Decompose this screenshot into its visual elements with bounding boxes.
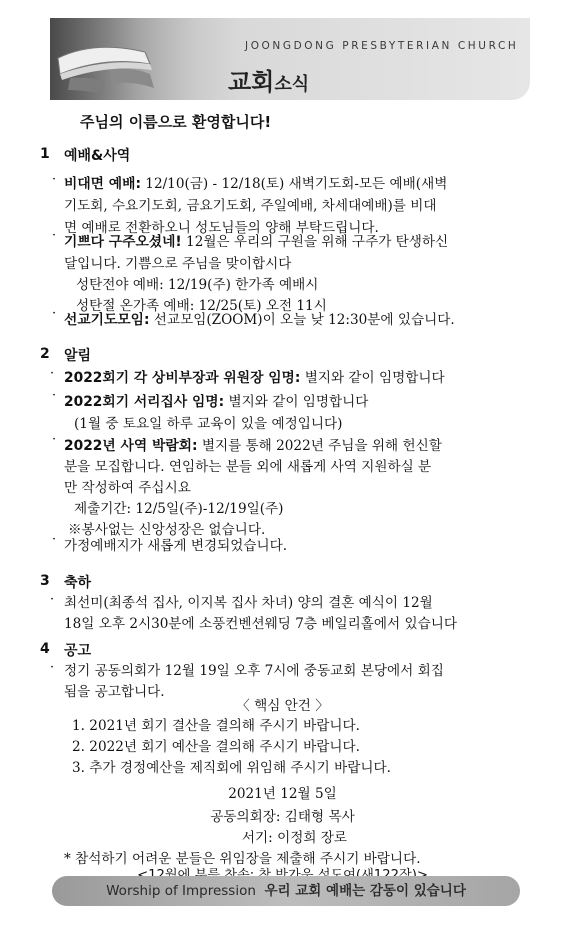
section-number: 3 [40,573,50,589]
list-item: 비대면 예배: 12/10(금) - 12/18(토) 새벽기도회-모든 예배(새벽 [64,176,448,192]
bullet: · [52,388,57,403]
list-item-line: (1월 중 토요일 하루 교육이 있을 예정입니다) [74,416,343,432]
section-title: 예배&사역 [64,148,131,164]
chair-signature: 공동의회장: 김태형 목사 [210,809,355,825]
bullet: · [52,432,57,447]
bullet: · [52,306,57,321]
section-title: 알림 [64,348,92,364]
list-item: 가정예배지가 새롭게 변경되었습니다. [64,538,288,554]
church-name: JOONGDONG PRESBYTERIAN CHURCH [245,40,519,52]
list-item: 정기 공동의회가 12월 19일 오후 7시에 중동교회 본당에서 회집 [64,663,444,679]
clerk-signature: 서기: 이정희 장로 [241,830,348,846]
bullet: · [50,366,55,381]
bullet: · [50,592,55,607]
list-item-line: 면 예배로 전환하오니 성도님들의 양해 부탁드립니다. [64,220,379,236]
list-item: 최선미(최종석 집사, 이지복 집사 차녀) 양의 결혼 예식이 12월 [64,595,433,611]
bullet: · [52,532,57,547]
title-main: 교회 [228,68,275,96]
list-item-line: 분을 모집합니다. 연임하는 분들 외에 새롭게 사역 지원하실 분 [64,459,432,475]
agenda-item: 2. 2022년 회기 예산을 결의해 주시기 바랍니다. [72,739,360,755]
section-number: 1 [40,146,50,162]
list-item-line: 기도회, 수요기도회, 금요기도회, 주일예배, 차세대예배)를 비대 [64,198,437,214]
footer-right: 우리 교회 예배는 감동이 있습니다 [264,883,466,899]
agenda-title: 〈 핵심 안건 〉 [236,698,329,714]
notice-date: 2021년 12월 5일 [228,786,337,802]
footer-banner [52,876,520,906]
bible-hands-image [50,18,200,100]
welcome-heading: 주님의 이름으로 환영합니다! [80,113,272,131]
list-item: 선교기도모임: 선교모임(ZOOM)이 오늘 낮 12:30분에 있습니다. [64,312,455,328]
list-item-line: 달입니다. 기쁨으로 주님을 맞이합시다 [64,256,292,272]
list-item: 2022년 사역 박람회: 별지를 통해 2022년 주님을 위해 헌신할 [64,438,442,454]
section-number: 4 [40,641,50,657]
list-item-line: 됨을 공고합니다. [64,684,165,700]
list-item-line: 성탄절 온가족 예배: 12/25(토) 오전 11시 [76,298,327,314]
bullet: · [50,660,55,675]
list-item-line: 18일 오후 2시30분에 소풍컨벤션웨딩 7층 베일리홀에서 있습니다 [64,616,457,632]
section-title: 공고 [64,643,92,659]
page-title [228,62,309,97]
list-item: 2022회기 서리집사 임명: 별지와 같이 임명합니다 [64,394,369,410]
title-sub: 소식 [274,74,310,95]
list-item-line: 성탄전야 예배: 12/19(주) 한가족 예배시 [76,277,319,293]
agenda-item: 3. 추가 경정예산을 제직회에 위임해 주시기 바랍니다. [72,760,391,776]
agenda-item: 1. 2021년 회기 결산을 결의해 주시기 바랍니다. [72,718,360,734]
list-item: 기쁘다 구주오셨네! 12월은 우리의 구원을 위해 구주가 탄생하신 [64,234,449,250]
list-item: 2022회기 각 상비부장과 위원장 임명: 별지와 같이 임명합니다 [64,370,445,386]
footer-left: Worship of Impression [106,883,256,899]
attendance-note: * 참석하기 어려운 분들은 위임장을 제출해 주시기 바랍니다. [64,851,421,867]
section-number: 2 [40,346,50,362]
header-banner [50,18,530,100]
list-item-line: 만 작성하여 주십시요 [64,480,191,496]
list-item-line: ※봉사없는 신앙성장은 없습니다. [68,522,266,538]
bullet: · [52,228,57,243]
section-title: 축하 [64,575,92,591]
bullet: · [52,172,57,187]
list-item-line: 제출기간: 12/5일(주)-12/19일(주) [74,501,284,517]
